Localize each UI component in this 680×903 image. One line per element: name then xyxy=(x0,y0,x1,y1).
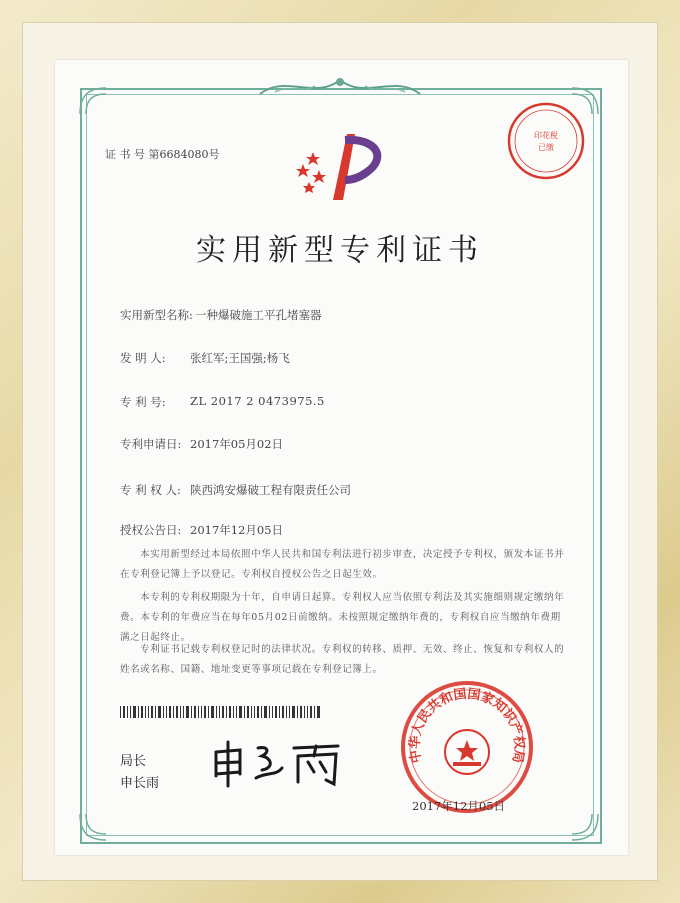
field-label-grant-date: 授权公告日: xyxy=(120,523,182,537)
top-ornament-icon xyxy=(255,70,425,102)
body-paragraph: 专利证书记载专利权登记时的法律状况。专利权的转移、质押、无效、终止、恢复和专利权人的姓名或名称、国籍、地址变更等事项记载在专利登记簿上。 xyxy=(120,644,565,675)
certificate-title: 实用新型专利证书 xyxy=(196,233,484,268)
patent-office-logo-icon xyxy=(295,130,390,202)
official-seal xyxy=(398,678,536,816)
field-value-patentee: 陕西鸿安爆破工程有限责任公司 xyxy=(190,483,351,497)
svg-text:印花税: 印花税 xyxy=(534,131,558,140)
field-label-inventors: 发 明 人: xyxy=(120,351,166,365)
field-label-name: 实用新型名称: xyxy=(120,308,193,322)
field-value-grant-date: 2017年12月05日 xyxy=(190,523,284,537)
field-value-inventors: 张红军;王国强;杨飞 xyxy=(190,351,290,365)
director-title: 局长 xyxy=(120,754,147,769)
field-label-patentee: 专 利 权 人: xyxy=(120,483,181,497)
seal-date: 2017年12月05日 xyxy=(412,799,506,813)
field-value-name: 一种爆破施工平孔堵塞器 xyxy=(195,308,322,322)
field-label-filing-date: 专利申请日: xyxy=(120,437,182,451)
field-value-filing-date: 2017年05月02日 xyxy=(190,437,284,451)
corner-ornament-icon xyxy=(570,812,600,842)
field-label-patent-number: 专 利 号: xyxy=(120,395,166,409)
director-name: 申长雨 xyxy=(120,776,160,791)
certificate-number: 证 书 号 第6684080号 xyxy=(105,148,220,161)
svg-text:已缴: 已缴 xyxy=(538,143,554,152)
corner-ornament-icon xyxy=(78,86,108,116)
svg-text:中华人民共和国国家知识产权局: 中华人民共和国国家知识产权局 xyxy=(407,686,527,765)
corner-ornament-icon xyxy=(78,812,108,842)
body-paragraph: 本实用新型经过本局依照中华人民共和国专利法进行初步审查，决定授予专利权，颁发本证书并在专利登记簿上予以登记。专利权自授权公告之日起生效。 xyxy=(120,549,565,580)
barcode xyxy=(120,706,320,718)
handwritten-signature xyxy=(210,738,350,790)
field-value-patent-number: ZL 2017 2 0473975.5 xyxy=(190,394,325,408)
tax-stamp-seal xyxy=(505,100,587,182)
body-paragraph: 本专利的专利权期限为十年，自申请日起算。专利权人应当依照专利法及其实施细则规定缴纳年费。本专利的年费应当在每年05月02日前缴纳。未按照规定缴纳年费的，专利权自应当缴纳年费期满之日起终止。 xyxy=(120,592,565,643)
